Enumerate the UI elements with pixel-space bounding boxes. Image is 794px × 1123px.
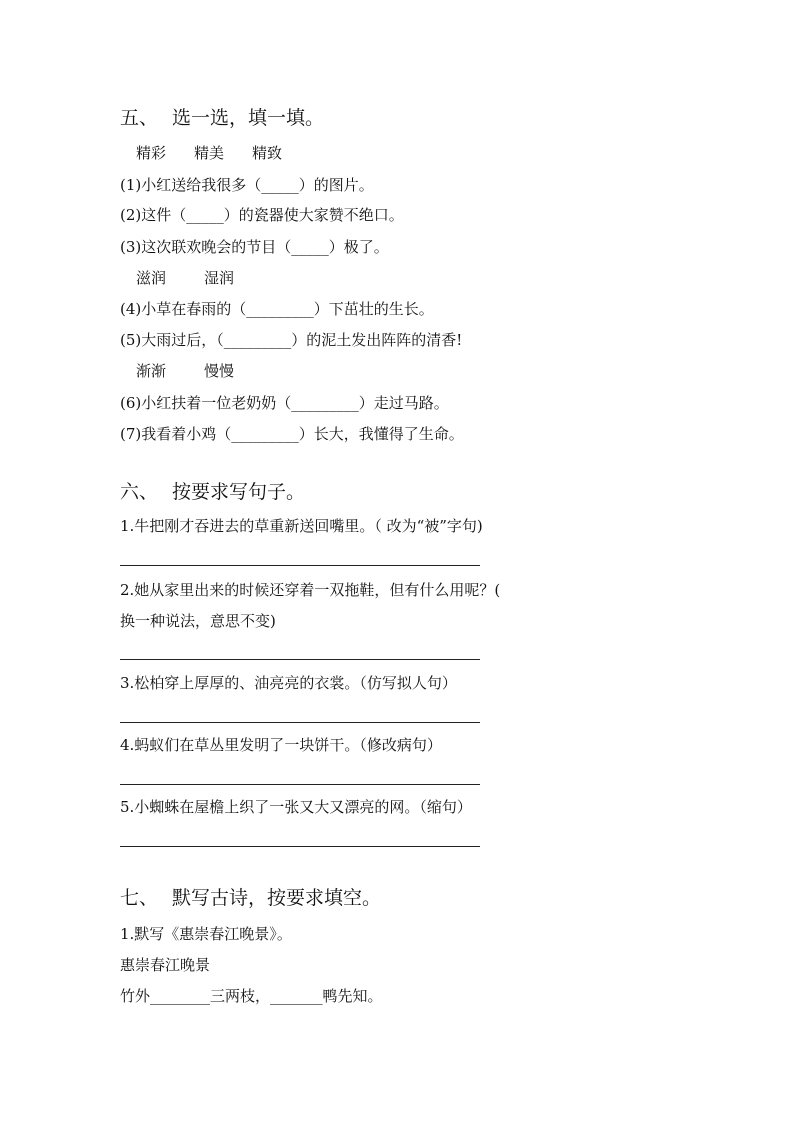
word-choice: 精致	[252, 144, 283, 162]
sentence-task-3: 3.松柏穿上厚厚的、油亮亮的衣裳。（仿写拟人句）	[120, 674, 457, 692]
word-choices-group-1	[136, 143, 310, 163]
sentence-task-2-line-2: 换一种说法，意思不变)	[120, 612, 276, 630]
answer-line-1[interactable]	[120, 565, 480, 566]
answer-line-4[interactable]	[120, 784, 480, 785]
sentence-task-4: 4.蚂蚁们在草丛里发明了一块饼干。（修改病句）	[120, 736, 442, 754]
sentence-task-2-line-1: 2.她从家里出来的时候还穿着一双拖鞋，但有什么用呢？(	[120, 581, 501, 599]
answer-line-2[interactable]	[120, 659, 480, 660]
answer-line-5[interactable]	[120, 846, 480, 847]
section-number: 六、	[120, 481, 159, 503]
section-title: 默写古诗，按要求填空。	[172, 887, 382, 909]
word-choice: 精美	[194, 144, 225, 162]
section-title: 选一选，填一填。	[172, 107, 325, 129]
sentence-task-1: 1.牛把刚才吞进去的草重新送回嘴里。（ 改为“被”字句)	[120, 517, 483, 535]
section-6-heading	[120, 480, 305, 504]
word-choice: 慢慢	[204, 362, 235, 380]
question-5-5: (5)大雨过后，（_________）的泥土发出阵阵的清香!	[120, 331, 463, 349]
word-choice: 渐渐	[136, 362, 167, 380]
section-7-heading	[120, 886, 381, 910]
question-5-7: (7)我看着小鸡（_________）长大，我懂得了生命。	[120, 425, 464, 443]
poem-task-1: 1.默写《惠崇春江晚景》。	[120, 925, 292, 943]
question-5-6: (6)小红扶着一位老奶奶（_________）走过马路。	[120, 394, 449, 412]
word-choices-group-2	[136, 268, 272, 288]
word-choice: 湿润	[204, 269, 235, 287]
section-number: 七、	[120, 887, 159, 909]
poem-title: 惠崇春江晚景	[120, 956, 211, 974]
question-5-1: (1)小红送给我很多（_____）的图片。	[120, 176, 374, 194]
word-choice: 滋润	[136, 269, 167, 287]
question-5-2: (2)这件（_____）的瓷器使大家赞不绝口。	[120, 206, 404, 224]
poem-line-1: 竹外________三两枝，_______鸭先知。	[120, 987, 383, 1005]
question-5-3: (3)这次联欢晚会的节目（_____）极了。	[120, 238, 389, 256]
section-title: 按要求写句子。	[172, 481, 306, 503]
section-5-heading	[120, 106, 324, 130]
word-choice: 精彩	[136, 144, 167, 162]
answer-line-3[interactable]	[120, 722, 480, 723]
word-choices-group-3	[136, 361, 272, 381]
section-number: 五、	[120, 107, 159, 129]
sentence-task-5: 5.小蜘蛛在屋檐上织了一张又大又漂亮的网。（缩句）	[120, 798, 472, 816]
question-5-4: (4)小草在春雨的（_________）下茁壮的生长。	[120, 300, 434, 318]
